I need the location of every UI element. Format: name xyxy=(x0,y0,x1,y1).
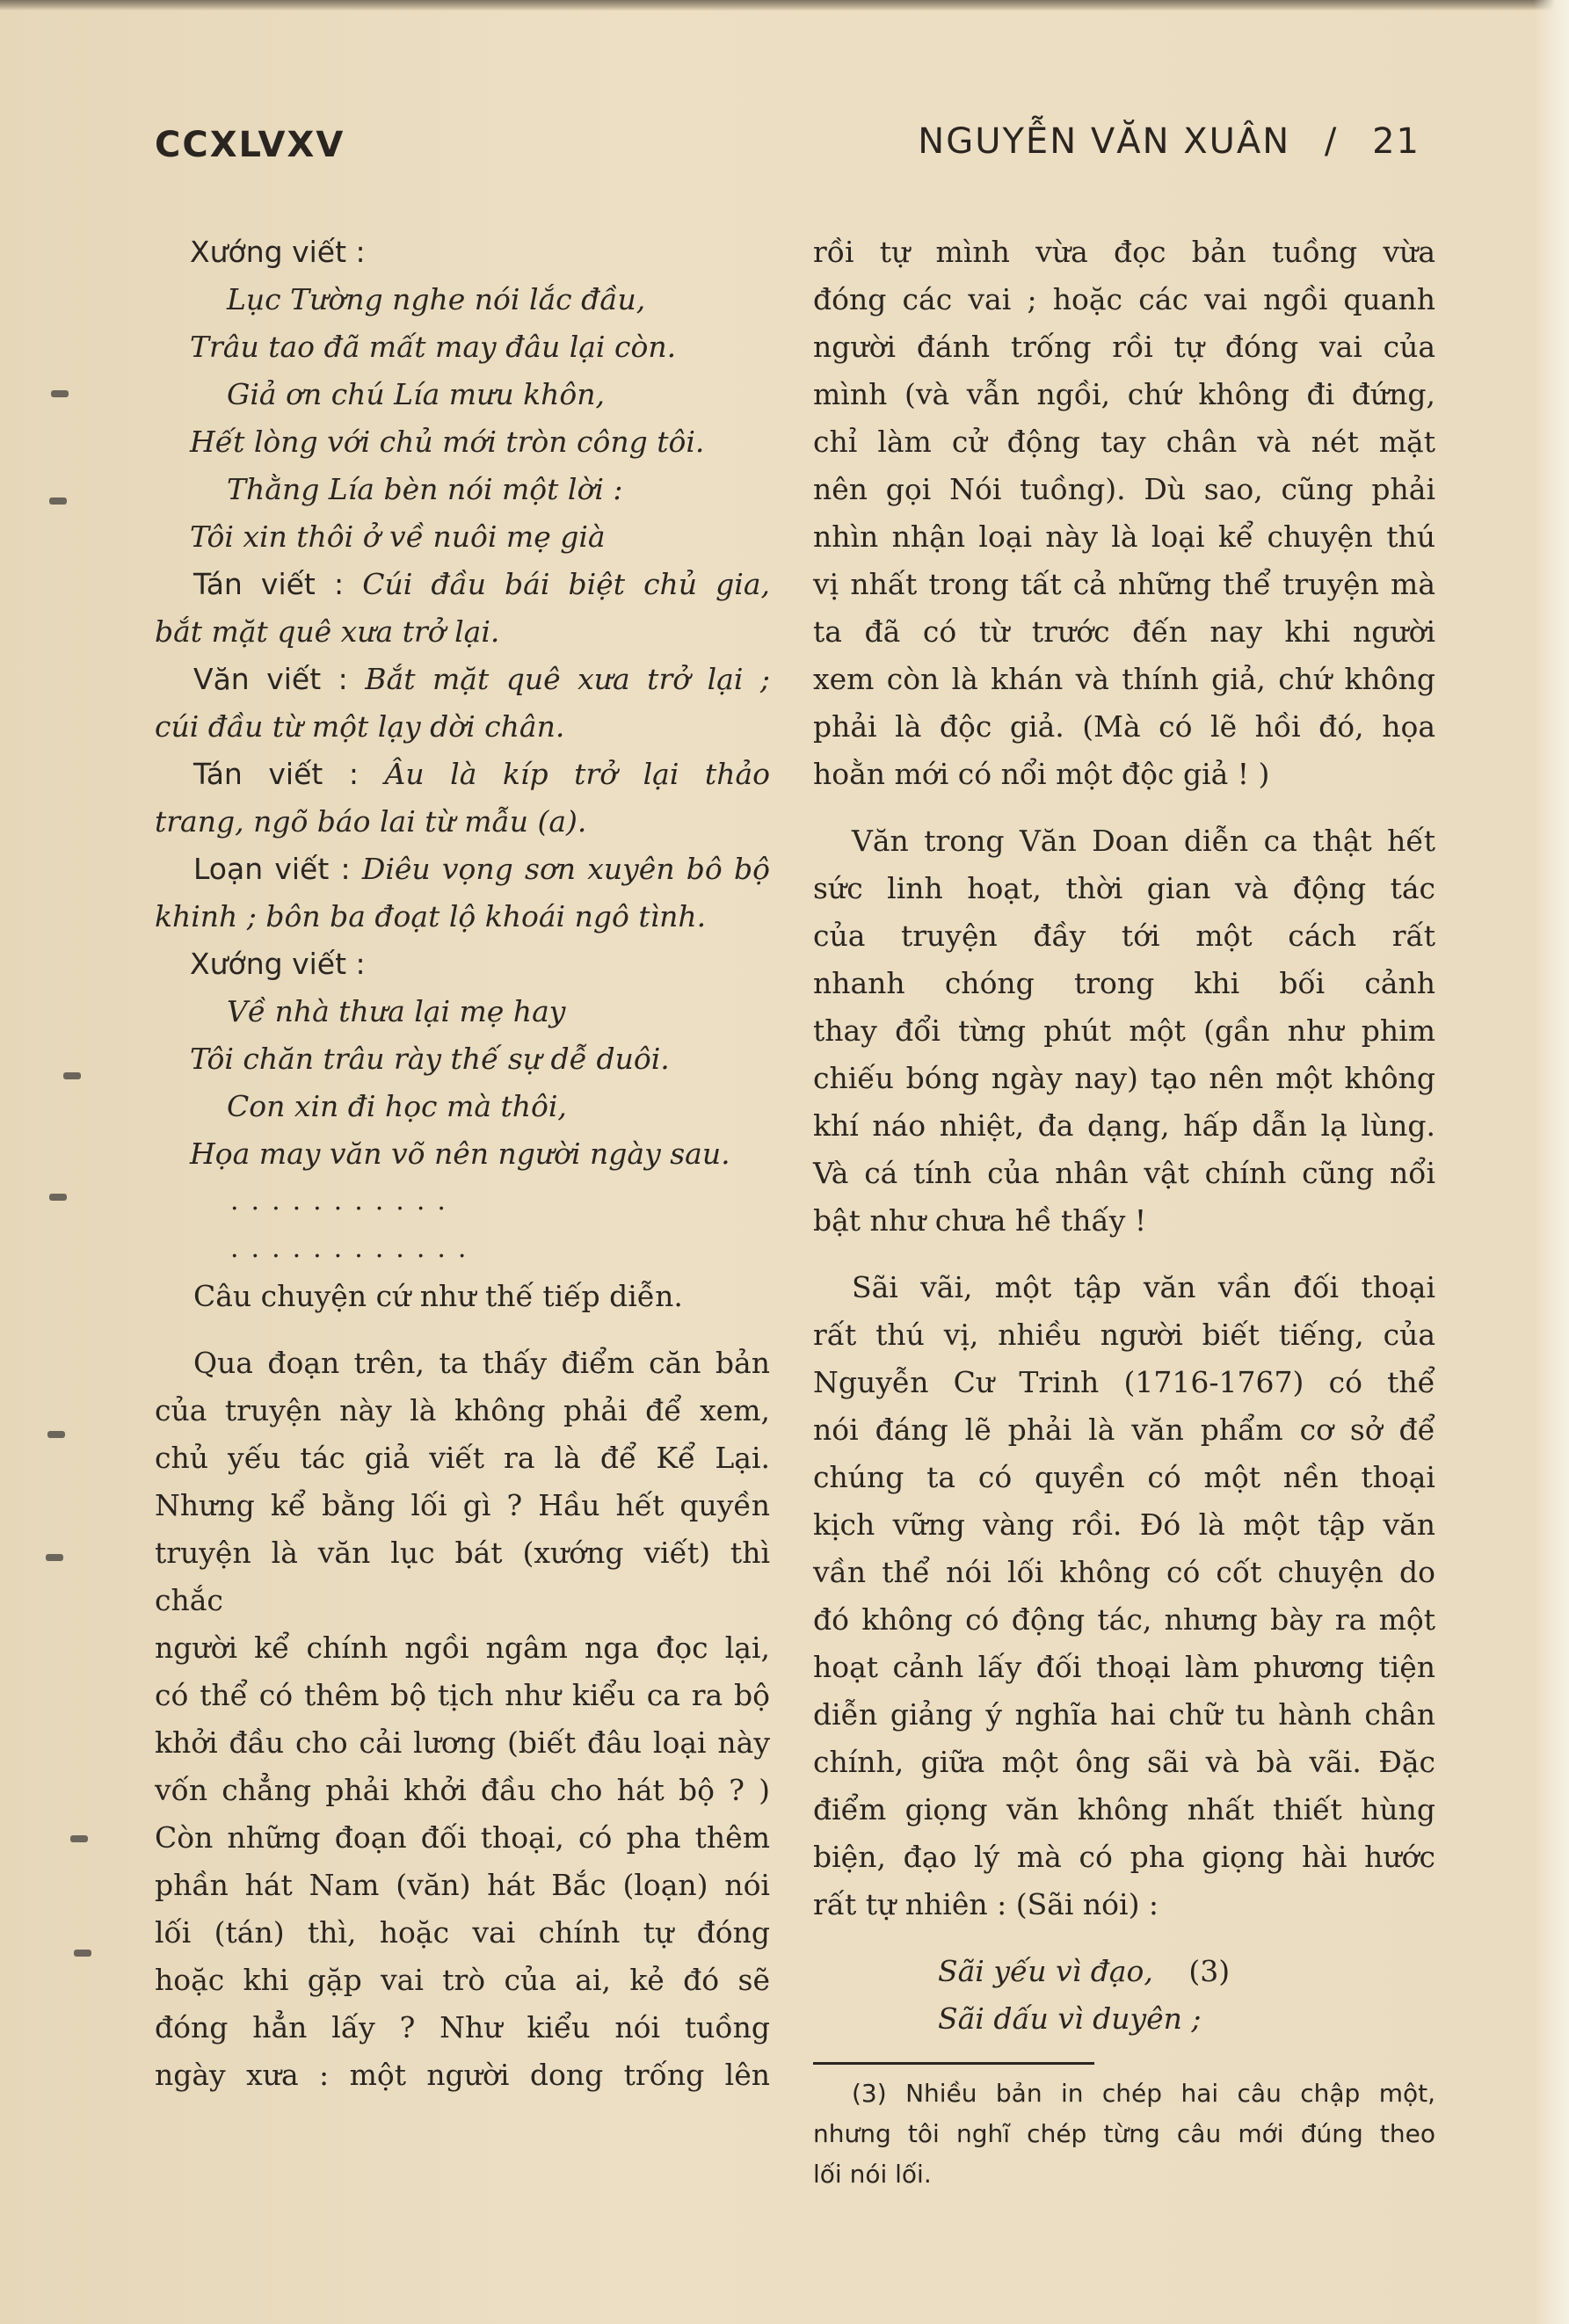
tan2-text-cont: trang, ngõ báo lai từ mẫu (a). xyxy=(155,804,587,839)
tan-line-1 xyxy=(155,561,770,608)
paragraph-sai-vai xyxy=(813,1264,1435,1928)
text-line: của truyện đầy tới một cách rất xyxy=(813,919,1435,953)
verse-line: Họa may văn võ nên người ngày sau. xyxy=(190,1137,730,1171)
binding-hole xyxy=(49,1194,67,1201)
text-line: bật như chưa hề thấy ! xyxy=(813,1203,1147,1238)
continue-line: Câu chuyện cứ như thế tiếp diễn. xyxy=(193,1279,683,1313)
binding-hole xyxy=(74,1950,91,1957)
text-line: nên gọi Nói tuồng). Dù sao, cũng phải xyxy=(813,472,1435,506)
text-line: chủ yếu tác giả viết ra là để Kể Lại. xyxy=(155,1441,770,1475)
tan2-text: Âu là kíp trở lại thảo xyxy=(384,757,770,791)
text-line: khởi đầu cho cải lương (biết đâu loại này xyxy=(155,1725,770,1760)
text-line: diễn giảng ý nghĩa hai chữ tu hành chân xyxy=(813,1697,1435,1732)
van-text: Bắt mặt quê xưa trở lại ; xyxy=(365,662,770,696)
xuong2-label: Xướng viết : xyxy=(190,947,366,981)
text-line: Nhưng kể bằng lối gì ? Hầu hết quyền xyxy=(155,1488,770,1522)
verse-line: Con xin đi học mà thôi, xyxy=(227,1089,567,1123)
text-line: chúng ta có quyền có một nền thoại xyxy=(813,1460,1435,1494)
quote-line-1 xyxy=(813,1948,1435,1995)
text-line: vần thể nói lối không có cốt chuyện do xyxy=(813,1555,1435,1589)
van-line-1 xyxy=(155,656,770,703)
footnote-line: (3) Nhiều bản in chép hai câu chập một, xyxy=(852,2079,1435,2108)
text-line: đóng hẳn lấy ? Như kiểu nói tuồng xyxy=(155,2010,770,2044)
text-line: Còn những đoạn đối thoại, có pha thêm xyxy=(155,1820,770,1855)
header-author: NGUYỄN VĂN XUÂN xyxy=(918,121,1291,162)
text-line: điểm giọng văn không nhất thiết hùng xyxy=(813,1792,1435,1827)
text-line: người đánh trống rồi tự đóng vai của xyxy=(813,330,1435,364)
text-line: vốn chẳng phải khởi đầu cho hát bộ ? ) xyxy=(155,1773,770,1807)
text-line: chỉ làm cử động tay chân và nét mặt xyxy=(813,425,1435,459)
tan-text: Cúi đầu bái biệt chủ gia, xyxy=(362,567,770,601)
ellipsis-row: ........... xyxy=(230,1186,458,1216)
tan2-line-1 xyxy=(155,751,770,798)
text-line: truyện là văn lục bát (xướng viết) thì chắc xyxy=(155,1536,770,1617)
scan-top-edge xyxy=(0,0,1569,11)
binding-hole xyxy=(63,1072,81,1079)
text-line: của truyện này là không phải để xem, xyxy=(155,1393,770,1427)
page-right-edge xyxy=(1534,0,1569,2324)
text-line: người kể chính ngồi ngâm nga đọc lại, xyxy=(155,1630,770,1665)
text-line: Và cá tính của nhân vật chính cũng nổi xyxy=(813,1156,1435,1190)
tan2-label: Tán viết : xyxy=(193,757,359,791)
verse-line: Thằng Lía bèn nói một lời : xyxy=(227,472,623,506)
text-line: chiếu bóng ngày nay) tạo nên một không xyxy=(813,1061,1435,1095)
binding-hole xyxy=(49,497,67,505)
text-line: nhìn nhận loại này là loại kể chuyện thú xyxy=(813,519,1435,554)
text-line: lối (tán) thì, hoặc vai chính tự đóng xyxy=(155,1915,770,1950)
loan-line-1 xyxy=(155,846,770,893)
text-line: ta đã có từ trước đến nay khi người xyxy=(813,614,1435,649)
right-column xyxy=(813,229,1435,2195)
van-label: Văn viết : xyxy=(193,662,348,696)
binding-hole xyxy=(47,1431,65,1438)
paragraph-analysis xyxy=(155,1340,770,2099)
left-column xyxy=(155,229,770,2099)
loan-text-cont: khinh ; bôn ba đoạt lộ khoái ngô tình. xyxy=(155,899,707,933)
verse-line: Trâu tao đã mất may đâu lại còn. xyxy=(190,330,677,364)
text-line: sức linh hoạt, thời gian và động tác xyxy=(813,871,1435,905)
text-line: đóng các vai ; hoặc các vai ngồi quanh xyxy=(813,282,1435,316)
text-line: thay đổi từng phút một (gần như phim xyxy=(813,1013,1435,1048)
text-line: có thể có thêm bộ tịch như kiểu ca ra bộ xyxy=(155,1678,770,1712)
text-line: hoằn mới có nổi một độc giả ! ) xyxy=(813,757,1270,791)
binding-hole xyxy=(46,1554,63,1561)
tan-text-cont: bắt mặt quê xưa trở lại. xyxy=(155,614,500,649)
running-header xyxy=(155,116,1420,169)
text-line: khí náo nhiệt, đa dạng, hấp dẫn lạ lùng. xyxy=(813,1108,1435,1143)
text-line: nhanh chóng trong khi bối cảnh xyxy=(813,966,1435,1000)
verse-line: Lục Tường nghe nói lắc đầu, xyxy=(227,282,646,316)
footnote-line: lối nói lối. xyxy=(813,2160,932,2189)
van-text-cont: cúi đầu từ một lạy dời chân. xyxy=(155,709,565,744)
text-line: rất tự nhiên : (Sãi nói) : xyxy=(813,1887,1159,1921)
text-line: vị nhất trong tất cả những thể truyện mà xyxy=(813,567,1435,601)
ellipsis-row: ............ xyxy=(230,1233,479,1264)
header-code: CCXLVXV xyxy=(155,125,345,165)
text-line: Qua đoạn trên, ta thấy điểm căn bản xyxy=(193,1346,770,1380)
binding-hole xyxy=(51,390,69,397)
text-line: biện, đạo lý mà có pha giọng hài hước xyxy=(813,1840,1435,1874)
paragraph-van-doan xyxy=(813,817,1435,1245)
quote-line-2: Sãi dấu vì duyên ; xyxy=(938,2001,1202,2036)
tan-label: Tán viết : xyxy=(193,567,345,601)
text-line: mình (và vẫn ngồi, chứ không đi đứng, xyxy=(813,377,1435,411)
text-line: nói đáng lẽ phải là văn phẩm cơ sở để xyxy=(813,1413,1435,1447)
text-line: chính, giữa một ông sãi và bà vãi. Đặc xyxy=(813,1745,1435,1779)
quote-text: Sãi yếu vì đạo, xyxy=(938,1954,1153,1988)
footnote-ref: (3) xyxy=(1188,1954,1231,1988)
verse-line: Hết lòng với chủ mới tròn công tôi. xyxy=(190,425,705,459)
loan-label: Loạn viết : xyxy=(193,852,351,886)
page-number: 21 xyxy=(1372,121,1420,162)
verse-line: Giả ơn chú Lía mưu khôn, xyxy=(227,377,605,411)
text-line: rồi tự mình vừa đọc bản tuồng vừa xyxy=(813,235,1435,269)
text-line: hoặc khi gặp vai trò của ai, kẻ đó sẽ xyxy=(155,1963,770,1997)
text-line: phần hát Nam (văn) hát Bắc (loạn) nói xyxy=(155,1868,770,1902)
header-author-page xyxy=(918,121,1420,162)
text-line: phải là độc giả. (Mà có lẽ hồi đó, họa xyxy=(813,709,1435,744)
text-line: xem còn là khán và thính giả, chứ không xyxy=(813,662,1435,696)
footnote-rule xyxy=(813,2062,1094,2065)
text-line: hoạt cảnh lấy đối thoại làm phương tiện xyxy=(813,1650,1435,1684)
text-line: rất thú vị, nhiều người biết tiếng, của xyxy=(813,1318,1435,1352)
xuong-label: Xướng viết : xyxy=(190,235,366,269)
text-line: Văn trong Văn Doan diễn ca thật hết xyxy=(852,824,1435,858)
header-separator: / xyxy=(1324,121,1339,162)
verse-line: Tôi xin thôi ở về nuôi mẹ già xyxy=(190,519,606,554)
verse-line: Về nhà thưa lại mẹ hay xyxy=(227,994,566,1028)
verse-line: Tôi chăn trâu rày thế sự dễ duôi. xyxy=(190,1042,670,1076)
text-line: Nguyễn Cư Trinh (1716-1767) có thể xyxy=(813,1365,1435,1399)
text-line: Sãi vãi, một tập văn vần đối thoại xyxy=(852,1270,1435,1304)
footnote-line: nhưng tôi nghĩ chép từng câu mới đúng theo xyxy=(813,2119,1435,2148)
text-line: kịch vững vàng rồi. Đó là một tập văn xyxy=(813,1507,1435,1542)
binding-hole xyxy=(70,1835,88,1842)
text-line: ngày xưa : một người dong trống lên xyxy=(155,2058,770,2092)
footnote xyxy=(813,2073,1435,2195)
paragraph-noi-tuong xyxy=(813,229,1435,798)
text-line: đó không có động tác, nhưng bày ra một xyxy=(813,1602,1435,1637)
loan-text: Diêu vọng sơn xuyên bô bộ xyxy=(361,852,770,886)
